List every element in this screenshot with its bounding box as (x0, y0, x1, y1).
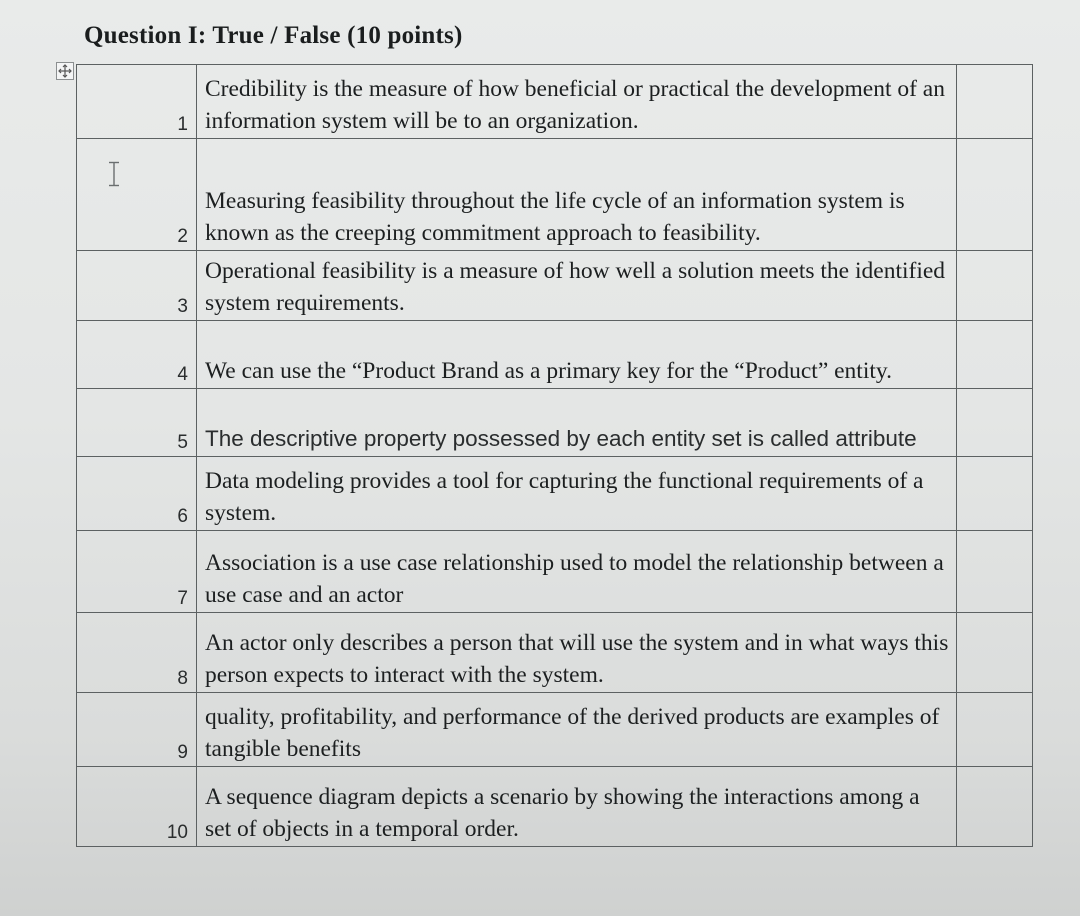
answer-cell[interactable] (957, 767, 1033, 847)
table-row (77, 613, 1033, 693)
table-row (77, 693, 1033, 767)
item-number: 10 (77, 767, 197, 847)
table-row (77, 457, 1033, 531)
table-row (77, 65, 1033, 139)
answer-cell[interactable] (957, 457, 1033, 531)
item-number: 6 (77, 457, 197, 531)
item-number: 7 (77, 531, 197, 613)
item-number (77, 139, 197, 251)
question-title: Question I: True / False (10 points) (84, 22, 463, 49)
item-number: 5 (77, 389, 197, 457)
item-statement[interactable]: Credibility is the measure of how beneficial or practical the development of an information system will be to an organization. (197, 65, 957, 139)
item-number: 8 (77, 613, 197, 693)
item-statement[interactable]: quality, profitability, and performance of the derived products are examples of tangible benefits (197, 693, 957, 767)
answer-cell[interactable] (957, 693, 1033, 767)
answer-cell[interactable] (957, 389, 1033, 457)
item-statement[interactable]: Data modeling provides a tool for capturing the functional requirements of a system. (197, 457, 957, 531)
item-statement[interactable]: A sequence diagram depicts a scenario by showing the interactions among a set of objects in a temporal order. (197, 767, 957, 847)
answer-cell[interactable] (957, 613, 1033, 693)
item-statement[interactable]: Measuring feasibility throughout the life cycle of an information system is known as the creeping commitment approach to feasibility. (197, 139, 957, 251)
table-row (77, 139, 1033, 251)
table-row (77, 251, 1033, 321)
answer-cell[interactable] (957, 65, 1033, 139)
item-statement[interactable]: An actor only describes a person that will use the system and in what ways this person expects to interact with the system. (197, 613, 957, 693)
item-number: 4 (77, 321, 197, 389)
answer-cell[interactable] (957, 321, 1033, 389)
text-cursor-icon (107, 161, 121, 187)
table-move-handle-icon[interactable] (56, 62, 74, 80)
item-statement[interactable]: The descriptive property possessed by each entity set is called attribute (197, 389, 957, 457)
item-number: 1 (77, 65, 197, 139)
item-number: 3 (77, 251, 197, 321)
answer-cell[interactable] (957, 531, 1033, 613)
table-row (77, 767, 1033, 847)
table-row (77, 531, 1033, 613)
table-row (77, 321, 1033, 389)
table-row (77, 389, 1033, 457)
answer-cell[interactable] (957, 251, 1033, 321)
item-statement[interactable]: Operational feasibility is a measure of how well a solution meets the identified system requirements. (197, 251, 957, 321)
item-number: 9 (77, 693, 197, 767)
answer-cell[interactable] (957, 139, 1033, 251)
item-statement[interactable]: We can use the “Product Brand as a primary key for the “Product” entity. (197, 321, 957, 389)
true-false-table (76, 64, 1033, 847)
item-number-label: 2 (177, 226, 188, 247)
item-statement[interactable]: Association is a use case relationship used to model the relationship between a use case and an actor (197, 531, 957, 613)
